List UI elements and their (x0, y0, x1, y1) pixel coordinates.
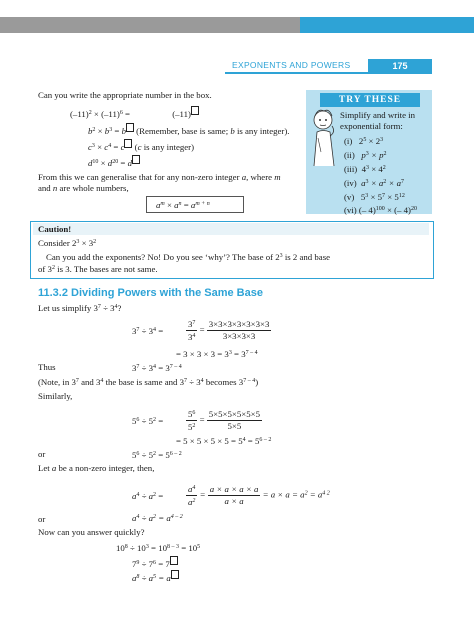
try-these-line-1: Simplify and write in (340, 110, 416, 120)
answer-box[interactable] (170, 556, 178, 565)
try-item-1: (i) $2^5 \times 2^3$ (344, 136, 384, 146)
derivation-1-lhs: $3^7 \div 3^4$ = (132, 326, 164, 336)
try-item-3: (iii) $4^3 \times 4^2$ (344, 164, 386, 174)
chapter-title: EXPONENTS AND POWERS (232, 60, 351, 70)
derivation-2-fraction: $\frac{5^6}{5^2}$ = $\frac{5\times 5\times 5\times 5\times 5\times 5}{5\times 5}$ (188, 409, 260, 432)
derivation-1-fraction: $\frac{3^7}{3^4}$ = $\frac{3\times 3\times 3\times 3\times 3\times 3\times 3}{3\times 3\times 3\times 3}$ (188, 319, 270, 342)
answer-box[interactable] (126, 123, 134, 132)
quick-2: $7^9 \div 7^6 = 7$ (132, 556, 178, 570)
quick-1: $10^8 \div 10^3 = 10^{8 - 3} = 10^5$ (116, 543, 201, 553)
exercise-1: $(-11)^2 \times (-11)^6 = (-11)$ (70, 106, 199, 120)
caution-line-3: of $3^2$ is 3. The bases are not same. (38, 264, 158, 274)
answer-box[interactable] (191, 106, 199, 115)
caution-line-2: Can you add the exponents? No! Do you see ‘why’? The base of $2^3$ is 2 and base (46, 252, 331, 262)
page-header (0, 60, 474, 74)
thinking-child-illustration (308, 108, 342, 168)
caution-line-1: Consider $2^3 \times 3^2$ (38, 238, 97, 248)
simplify-question: Let us simplify $3^7 \div 3^4$? (38, 303, 122, 313)
exercise-4: $d^{10} \times d^{20} = d$ (88, 155, 140, 169)
or-label-1: or (38, 449, 46, 459)
exercise-2: $b^2 \times b^3 = b$ (Remember, base is same; b is any integer). (88, 123, 289, 137)
or-expression-1: $5^6 \div 5^2 = 5^{6 - 2}$ (132, 450, 182, 460)
caution-header-band (33, 223, 429, 235)
generalise-line-1: From this we can generalise that for any non-zero integer a, where m (38, 172, 281, 182)
quick-question: Now can you answer quickly? (38, 527, 145, 537)
try-these-title: TRY THESE (320, 93, 420, 107)
derivation-2-lhs: $5^6 \div 5^2$ = (132, 416, 164, 426)
header-rule (225, 72, 385, 74)
answer-box[interactable] (171, 570, 179, 579)
let-a-line: Let a be a non-zero integer, then, (38, 463, 155, 473)
derivation-2-result: = $5 \times 5 \times 5 \times 5 = 5^4 = 5^{6 - 2}$ (176, 436, 272, 446)
try-these-line-2: exponential form: (340, 121, 403, 131)
thus-label: Thus (38, 362, 56, 372)
try-item-5: (v) $5^3 \times 5^7 \times 5^{12}$ (344, 192, 405, 202)
derivation-3-fraction: $\frac{a^4}{a^2}$ = $\frac{a \times a \times a \times a}{a \times a}$ = $a \times a = a^2 = a^{4 2}$ (188, 484, 330, 507)
generalise-line-2: and n are whole numbers, (38, 183, 129, 193)
similarly-label: Similarly, (38, 391, 73, 401)
top-blue-bar (300, 17, 474, 33)
note-line: (Note, in $3^7$ and $3^4$ the base is same and $3^7 \div 3^4$ becomes 3$^{7 - 4}$) (38, 377, 259, 387)
derivation-1-result: = $3 \times 3 \times 3 = 3^3 = 3^{7 - 4}$ (176, 349, 258, 359)
thus-expression: $3^7 \div 3^4 = 3^{7 - 4}$ (132, 363, 182, 373)
section-heading: 11.3.2 Dividing Powers with the Same Base (38, 287, 263, 299)
caution-title: Caution! (38, 224, 72, 234)
try-item-6: (vi) (– 4)$^{100}$ × (– 4)$^{20}$ (344, 205, 417, 215)
exercise-3: $c^3 \times c^4 = c$ (c is any integer) (88, 139, 194, 153)
try-item-4: (iv) $a^3 \times a^2 \times a^7$ (344, 178, 404, 188)
exponent-law-formula: $a^m \times a^n = a^{m + n}$ (156, 200, 210, 210)
derivation-3-lhs: $a^4 \div a^2$ = (132, 491, 164, 501)
or-expression-2: $a^4 \div a^2 = a^{4 - 2}$ (132, 513, 183, 523)
page-number: 175 (368, 59, 432, 74)
quick-3: $a^8 \div a^5 = a$ (132, 570, 179, 584)
intro-text: Can you write the appropriate number in the box. (38, 90, 212, 100)
try-item-2: (ii) $p^3 \times p^2$ (344, 150, 387, 160)
answer-box[interactable] (132, 155, 140, 164)
or-label-2: or (38, 514, 46, 524)
